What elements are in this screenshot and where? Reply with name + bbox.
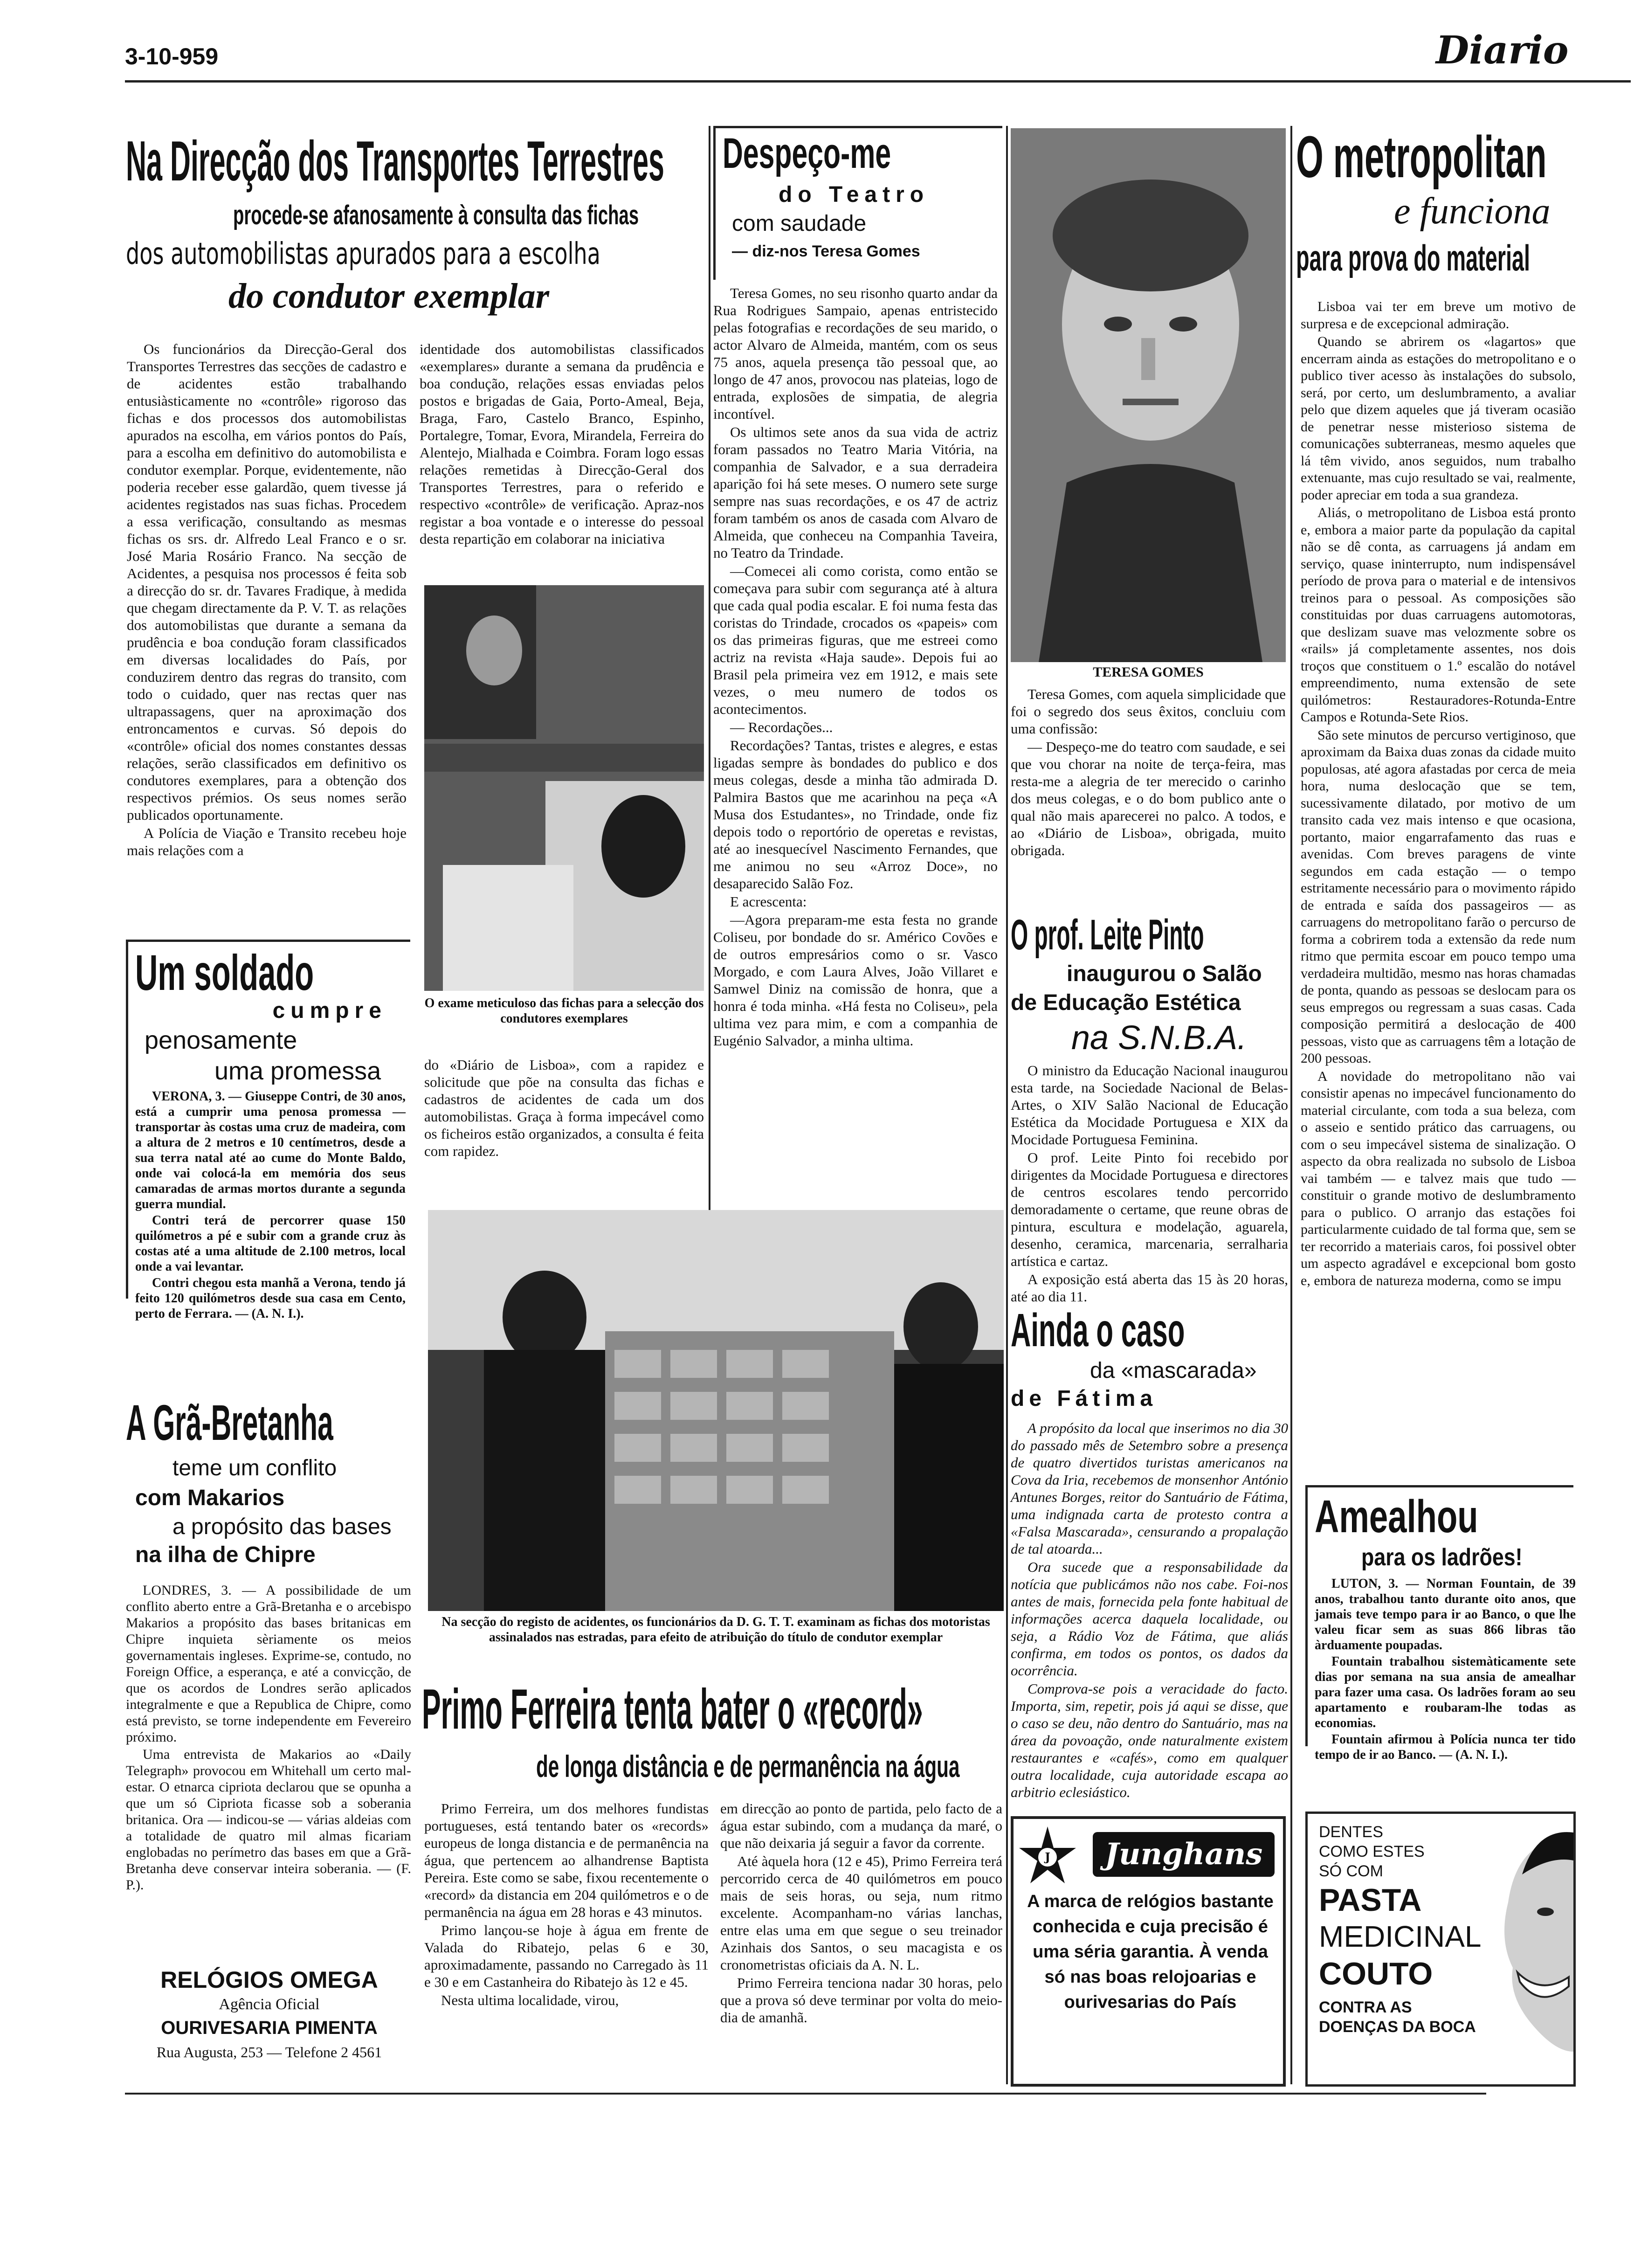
soldado-line3: penosamente — [145, 1026, 297, 1054]
metro-p4: São sete minutos de percurso vertiginoso, que aproximam da Baixa duas zonas da cidade muito populosas, até agora afastadas por cerca de meia hora, numa deslocação que se tem, sucessivamente dilatado, por motivo de um transito cada vez mais intenso e que ocasiona, portanto, maior engarrafamento das ruas e avenidas. Com breves paragens de vinte segundos em cada estação — o tempo estritamente necessário para o movimento rápido de entrada e saída dos passageiros — as carruagens do metropolitano farão o percurso de forma a cobrirem toda a extensão da rede num ritmo que permita escoar em pouco tempo uma verdadeira multidão, mesmo nas horas chamadas de ponta, quando as pessoas se deslocam para os seus empregos ou regressam a suas casas. Cada composição permitirá a deslocação de 400 pessoas, visto que as carruagens têm a lotação de 200 pessoas. — [1301, 727, 1576, 1066]
transportes-col2b — [424, 1056, 704, 1205]
smiling-face-illustration — [1480, 1819, 1573, 2080]
despeco-p3: —Comecei ali como corista, como então se começava para subir com segurança até à altura que cada qual podia escalar. E foi numa festa das coristas do Trindade, crocados os «papeis» com os das primeiras figuras, que me estreei como actriz na revista «Haja saude». Depois fui ao Brasil pela primeira vez em 1912, e mais sete vezes, o meu numero de todos os acontecimentos. — [713, 563, 998, 717]
transportes-col2 — [420, 340, 704, 583]
primo-col1-p3: Nesta ultima localidade, virou, — [441, 1992, 619, 2008]
junghans-brand: Junghans — [1093, 1832, 1275, 1877]
transportes-col2b-p: do «Diário de Lisboa», com a rapidez e solicitude que põe na consulta das fichas e cadastros de acidentes de cada um dos automobilistas. Graça à forma impecável como os ficheiros estão organizados, a consulta é feita com rapidez. — [424, 1057, 704, 1159]
amealhou-line2: para os ladrões! — [1361, 1544, 1523, 1571]
pasta-l8: DOENÇAS DA BOCA — [1319, 2018, 1476, 2036]
leite-line4: na S.N.B.A. — [1071, 1019, 1247, 1057]
despeco-p2: Os ultimos sete anos da sua vida de actriz foram passados no Teatro Maria Vitória, na companhia de Salvador, e a sua derradeira aparição foi há sete meses. O numero sete surge sempre nas suas recordações, e os 47 de actriz foram também os anos de casada com Alvaro de Almeida, que conheceu na Companhia Taveira, no Teatro da Trindade. — [713, 424, 998, 561]
masthead-title: Diario — [1436, 28, 1569, 73]
primo-col2-p3: Primo Ferreira tenciona nadar 30 horas, pelo que a prova só deve terminar por volta do meio-dia de amanhã. — [720, 1975, 1002, 2026]
fatima-p3: Comprova-se pois a veracidade do facto. Importa, sim, repetir, pois já aqui se disse, que o caso se deu, não dentro do Santuário, mas na área da povoação, onde naturalmente existem restaurantes e «cafés», como em qualquer outra localidade, cuja autoridade escapa ao arbitrio eclesiástico. — [1011, 1680, 1288, 1800]
gra-p1: LONDRES, 3. — A possibilidade de um conflito aberto entre a Grã-Bretanha e o arcebispo Makarios a propósito das bases britanicas em Chipre inquieta sèriamente os meios governamentais ingleses. Exprime-se, contudo, no Foreign Office, a esperança, e até a convicção, de que os acordos de Londres serão aplicados integralmente e que a Republica de Chipre, como está previsto, se torne independente em Fevereiro próximo. — [126, 1583, 411, 1745]
leite-p2: O prof. Leite Pinto foi recebido por dirigentes da Mocidade Portuguesa e directores de centros escolares tendo percorrido demoradamente o certame, que reune obras de pintura, escultura e modelação, aguarela, desenho, ceramica, marcenaria, serralharia artística e cartaz. — [1011, 1149, 1288, 1269]
despeco-body2-p1: Teresa Gomes, com aquela simplicidade que foi o segredo dos seus êxitos, concluiu com uma confissão: — [1011, 686, 1286, 737]
archive-photo-1 — [424, 585, 704, 991]
gra-body — [126, 1582, 411, 1894]
despeco-p5: Recordações? Tantas, tristes e alegres, e estas ligadas sempre às bondades do publico e dos meus colegas, desde a minha tão admirada D. Palmira Bastos que me acarinhou na peça «A Musa dos Estudantes», no Trindade, onde fiz depois todo o reportório de operetas e revistas, até ao inesquecível Nascimento Fernandes, que me animou no seu «Arroz Doce», no desaparecido Salão Foz. — [713, 737, 998, 892]
star-logo-icon — [1017, 1825, 1078, 1886]
metro-headline: O metropolitan — [1296, 124, 1547, 190]
column-rule — [1290, 126, 1292, 2084]
gra-headline: A Grã-Bretanha — [126, 1394, 333, 1451]
soldado-line2: cumpre — [272, 998, 387, 1023]
metro-p3: Aliás, o metropolitano de Lisboa está pronto e, embora a maior parte da população da capital não se dê conta, as carruagens já andam em serviço, quase ininterrupto, num indispensável período de prova para o material e de intensivos treinos para o pessoal. As composições são constituidas por duas carruagens automotoras, que deslizam suave mas velozmente sobre os «rails» já completamente assentes, nos dois troços que constituem o 1.º escalão do notável empreendimento, numa extensão de sete quilómetros: Restauradores-Rotunda-Entre Campos e Rotunda-Sete Rios. — [1301, 505, 1576, 725]
leite-line2: inaugurou o Salão — [1067, 961, 1262, 986]
article-primo-ferreira — [422, 1679, 1005, 1800]
pasta-l7: CONTRA AS — [1319, 1998, 1412, 2016]
amealhou-p3: Fountain afirmou à Polícia nunca ter tido tempo de ir ao Banco. — (A. N. I.). — [1315, 1732, 1576, 1762]
archive-photo-2-caption: Na secção do registo de acidentes, os funcionários da D. G. T. T. examinam as fichas dos motoristas assinalados nas estradas, para efeito de atribuição do título de condutor exemplar — [441, 1615, 990, 1645]
primo-col1-p2: Primo lançou-se hoje à água em frente de Valada do Ribatejo, pelas 6 e 30, aproximadamente, passando no Carregado às 11 e 30 e em Castanheira do Ribatejo às 12 e 45. — [424, 1922, 709, 1990]
archive-photo-2 — [428, 1210, 1004, 1611]
gra-line3: com Makarios — [135, 1486, 285, 1510]
transportes-deck1: procede-se afanosamente à consulta das fichas — [233, 200, 639, 230]
teresa-gomes-caption: TERESA GOMES — [1093, 664, 1204, 680]
despeco-p7: —Agora preparam-me esta festa no grande Coliseu, por bondade do sr. Américo Covões e de outros empresários como o sr. Vasco Morgado, e com Laura Alves, João Villaret e Samwel Diniz na comissão de honra, que a honra é toda minha. «Há festa no Coliseu», pela ultima vez para mim, e com a companhia de Eugénio Salvador, a minha ultima. — [713, 912, 998, 1049]
archive-photo-1-caption: O exame meticuloso das fichas para a selecção dos condutores exemplares — [424, 996, 704, 1026]
teresa-gomes-photo-image — [1011, 128, 1286, 662]
transportes-col1 — [127, 340, 407, 923]
omega-ad-line1: RELÓGIOS OMEGA — [160, 1967, 378, 1993]
metro-p2: Quando se abrirem os «lagartos» que encerram ainda as estações do metropolitano e o publico tiver acesso às instalações do subsolo, será, por certo, um deslumbramento, a avaliar pelo que dizem aqueles que já tiveram ocasião de penetrar nesse misterioso sistema de comunicações subterraneas, mesmo aqueles que lá têm vivido, anos seguidos, num trabalho extenuante, mas cujo resultado se vai, realmente, poder apreciar em toda a sua grandeza. — [1301, 334, 1576, 503]
fatima-headline: Ainda o caso — [1011, 1304, 1185, 1356]
soldado-p2: Contri terá de percorrer quase 150 quilómetros a pé e subir com a grande cruz às costas até a uma altitude de 2.100 metros, local onde a vai levantar. — [135, 1213, 406, 1274]
soldado-headline: Um soldado — [135, 944, 314, 1001]
despeco-body2 — [1011, 685, 1286, 919]
pasta-l5: MEDICINAL — [1319, 1920, 1482, 1953]
article-fatima — [1011, 1306, 1288, 1805]
article-despeco — [723, 131, 1002, 280]
despeco-p4: — Recordações... — [730, 719, 833, 735]
transportes-col2-p1: identidade dos automobilistas classificados «exemplares» durante a semana da prudência e boa condução, relações essas enviadas pelos postos e brigadas de Gaia, Porto-Ameal, Beja, Braga, Faro, Castelo Branco, Espinho, Portalegre, Tomar, Evora, Mirandela, Ferreira do Alentejo, Mialhada e Coimbra. Foram logo essas relações remetidas à Direcção-Geral dos Transportes Terrestres, para o referido e respectivo «contrôle» de verificação. Apraz-nos registar a boa vontade e o interesse do pessoal desta repartição em colaborar na iniciativa — [420, 341, 704, 547]
article-soldado — [135, 944, 406, 1321]
amealhou-p1: LUTON, 3. — Norman Fountain, de 39 anos, trabalhou tanto durante oito anos, que jamais teve tempo para ir ao Banco, o que lhe valeu ficar sem as suas 866 libras tão àrduamente poupadas. — [1315, 1577, 1576, 1653]
despeco-line3: com saudade — [732, 211, 867, 236]
pasta-l1: DENTES — [1319, 1823, 1383, 1841]
primo-deck: de longa distância e de permanência na água — [536, 1749, 960, 1784]
column-rule — [1006, 126, 1008, 2084]
teresa-gomes-photo — [1011, 128, 1286, 662]
article-transportes — [126, 131, 704, 326]
leite-p3: A exposição está aberta das 15 às 20 horas, até ao dia 11. — [1011, 1271, 1288, 1305]
soldado-body — [135, 1089, 406, 1322]
transportes-deck3: do condutor exemplar — [228, 277, 550, 316]
metro-p5: A novidade do metropolitano não vai consistir apenas no impecável funcionamento do material circulante, com toda a sua beleza, com o asseio e sentido prático das carruagens, ou com o seu impecável sistema de sinalização. O aspecto da obra realizada no subsolo de Lisboa vai também — e talvez mais que tudo — constituir o grande motivo de deslumbramento para o publico. O arranjo das estações foi particularmente cuidado de tal forma que, sem se ter recorrido a materiais caros, foi possivel obter um aspecto agradável e excepcional bom gosto e, embora de natureza moderna, como se impu — [1301, 1068, 1576, 1288]
soldado-line4: uma promessa — [214, 1057, 381, 1085]
transportes-col1-p2: A Polícia de Viação e Transito recebeu hoje mais relações com a — [127, 825, 407, 858]
archive-photo-2-image — [428, 1210, 1004, 1611]
primo-col2 — [720, 1800, 1002, 2089]
article-gra-bretanha — [126, 1394, 413, 1965]
masthead-rule — [125, 80, 1631, 83]
junghans-ad — [1011, 1816, 1286, 2087]
transportes-col1-p1: Os funcionários da Direcção-Geral dos Transportes Terrestres das secções de cadastro e de acidentes estão trabalhando entusiàsticamente no «contrôle» rigoroso das fichas e dos processos dos automobilistas apurados na escolha, em vários pontos do País, para a escolha em definitivo do automobilista e condutor exemplar. Porque, evidentemente, não poderia receber esse galardão, quem tivesse já acidentes registados nas suas fichas. Procedem a essa verificação, consultando as mesmas fichas os srs. dr. Alfredo Leal Franco e o sr. José Maria Rosário Franco. Na secção de Acidentes, a pesquisa nos processos é feita sob a direcção do sr. dr. Tavares Fradique, à medida que chegam directamente da P. V. T. as relações dos automobilistas que durante a semana da prudência e boa condução foram classificados em diversas localidades do País, por conduzirem dentro das regras do transito, com todo o cuidado, quer nas rectas quer nas ultrapassagens, quer na aproximação dos entroncamentos e curvas. Só depois do «contrôle» oficial dos nomes constantes dessas relações, serão classificados em definitivo os condutores exemplares, para a obtenção dos respectivos prémios. Os seus nomes serão publicados oportunamente. — [127, 341, 407, 823]
despeco-p1: Teresa Gomes, no seu risonho quarto andar da Rua Rodrigues Sampaio, apenas entristecido pelas fotografias e recordações de seu marido, o actor Alvaro de Almeida, mantém, com os seus 75 anos, aquela presença tão pessoal que, ao longo de 47 anos, provocou nas plateias, logo de entrada, explosões de simpatia, de alegria incontível. — [713, 285, 998, 422]
leite-p1: O ministro da Educação Nacional inaugurou esta tarde, na Sociedade Nacional de Belas-Artes, o XIV Salão Nacional de Educação Estética da Mocidade Portuguesa e XIX da Mocidade Portuguesa Feminina. — [1011, 1062, 1288, 1148]
junghans-text: A marca de relógios bastante conhecida e cuja precisão é uma séria garantia. À venda só nas boas relojoarias e ourivesarias do País — [1027, 1892, 1274, 2012]
metro-p1: Lisboa vai ter em breve um motivo de surpresa e de excepcional admiração. — [1301, 299, 1576, 332]
page-date: 3-10-959 — [125, 43, 219, 69]
pasta-l2: COMO ESTES — [1319, 1843, 1425, 1860]
transportes-deck2: dos automobilistas apurados para a escolha — [126, 237, 600, 271]
pasta-l3: SÓ COM — [1319, 1862, 1383, 1880]
archive-photo-1-image — [424, 585, 704, 991]
fatima-p1: A propósito da local que inserimos no dia 30 do passado mês de Setembro sobre a presença de quatro divertidos turistas americanos na Cova da Iria, recebemos de monsenhor António Antunes Borges, reitor do Santuário de Fátima, uma indignada carta de protesto contra a «Falsa Mascarada», censurando a propalação de tal atoarda... — [1011, 1420, 1288, 1557]
pasta-l4: PASTA — [1319, 1882, 1422, 1918]
gra-line4: a propósito das bases — [172, 1514, 392, 1539]
column-rule — [709, 126, 710, 1212]
soldado-p1: VERONA, 3. — Giuseppe Contri, de 30 anos, está a cumprir uma penosa promessa — transportar às costas uma cruz de madeira, com a altura de 2 metros e 10 centímetros, desde a sua terra natal até ao cume do Monte Baldo, onde vai colocá-la em memória dos seus camaradas de armas mortos durante a segunda guerra mundial. — [135, 1089, 406, 1211]
amealhou-p2: Fountain trabalhou sistemàticamente sete dias por semana na sua ansia de amealhar para fazer uma casa. Os ladrões foram ao seu apartamento e roubaram-lhe todas as economias. — [1315, 1654, 1576, 1730]
omega-ad-line2: Agência Oficial — [219, 1996, 320, 2013]
leite-line3: de Educação Estética — [1011, 990, 1241, 1015]
leite-headline: O prof. Leite Pinto — [1011, 911, 1204, 959]
despeco-body2-p2: — Despeço-me do teatro com saudade, e sei que vou chorar na noite de terça-feira, mas resta-me a alegria de ter merecido o carinho dos meus colegas, e o do bom publico ante o qual não mais aparecerei no palco. A todos, e ao «Diário de Lisboa», obrigada, muito obrigada. — [1011, 739, 1286, 858]
soldado-p3: Contri chegou esta manhã a Verona, tendo já feito 120 quilómetros desde sua casa em Cento, perto de Ferrara. — (A. N. I.). — [135, 1276, 406, 1321]
article-amealhou — [1315, 1492, 1576, 1791]
primo-col2-p1: em direcção ao ponto de partida, pelo facto de a água estar subindo, com a mudança da maré, o que não deixaria já seguir a favor da corrente. — [720, 1800, 1002, 1851]
despeco-body — [713, 284, 998, 1184]
metro-line3: para prova do material — [1296, 237, 1530, 278]
fatima-p2: Ora sucede que a responsabilidade da notícia que publicámos não nos cabe. Foi-nos antes de mais, fornecida pela fonte habitual de informações acerca daquela localidade, ou seja, a Rádio Voz de Fátima, que aliás confirma, em todos os pontos, os dados da ocorrência. — [1011, 1559, 1288, 1679]
amealhou-headline: Amealhou — [1315, 1491, 1478, 1542]
primo-col1 — [424, 1800, 709, 2089]
fatima-body — [1011, 1419, 1288, 1802]
gra-line5: na ilha de Chipre — [135, 1542, 316, 1567]
metro-line2: e funciona — [1394, 191, 1551, 232]
fatima-line2: da «mascarada» — [1090, 1358, 1257, 1383]
despeco-line2: do Teatro — [779, 182, 930, 207]
despeco-p6: E acrescenta: — [730, 893, 807, 910]
svg-text:J: J — [1045, 1850, 1050, 1864]
article-metropolitano — [1296, 126, 1641, 312]
pasta-couto-ad — [1305, 1812, 1576, 2087]
pasta-l6: COUTO — [1319, 1956, 1433, 1991]
bottom-rule — [125, 2093, 1486, 2095]
gra-line2: teme um conflito — [172, 1456, 337, 1480]
primo-col2-p2: Até àquela hora (12 e 45), Primo Ferreira terá percorrido cerca de 40 quilómetros em pouco mais de seis horas, ou seja, num ritmo excelente. Acompanham-no várias lanchas, entre elas uma em que segue o seu treinador Azinhais dos Santos, o seu macagista e os cronometristas oficiais da A. N. L. — [720, 1853, 1002, 1973]
despeco-line4: — diz-nos Teresa Gomes — [732, 242, 920, 260]
gra-p2: Uma entrevista de Makarios ao «Daily Telegraph» provocou em Whitehall um certo mal-estar. O etnarca cipriota declarou que se opunha a que um só Cipriota ficasse sob a soberania britanica. Ora — indicou-se — várias aldeias com a totalidade de quatro mil almas ficariam englobadas no perímetro das bases em que a Grã-Bretanha deve conservar inteira soberania. — (F. P.). — [126, 1747, 411, 1893]
fatima-line3: de Fátima — [1011, 1386, 1158, 1411]
leite-body — [1011, 1062, 1288, 1306]
omega-ad-line4: Rua Augusta, 253 — Telefone 2 4561 — [156, 2044, 382, 2061]
omega-ad-line3: OURIVESARIA PIMENTA — [161, 2018, 378, 2038]
despeco-headline: Despeço-me — [723, 130, 891, 177]
primo-col1-p1: Primo Ferreira, um dos melhores fundistas portugueses, está tentando bater os «records» europeus de longa distancia e de permanência na água, que pertencem ao alhandrense Baptista Pereira. Este como se sabe, fixou recentemente o «record» da distancia em 204 quilómetros e o de permanência na água em 28 horas e 43 minutos. — [424, 1800, 709, 1920]
article-leite-pinto — [1011, 911, 1288, 1305]
transportes-headline: Na Direcção dos Transportes Terrestres — [126, 129, 664, 193]
primo-headline: Primo Ferreira tenta bater o «record» — [422, 1677, 923, 1741]
omega-ad — [126, 1965, 413, 2087]
amealhou-body — [1315, 1576, 1576, 1763]
